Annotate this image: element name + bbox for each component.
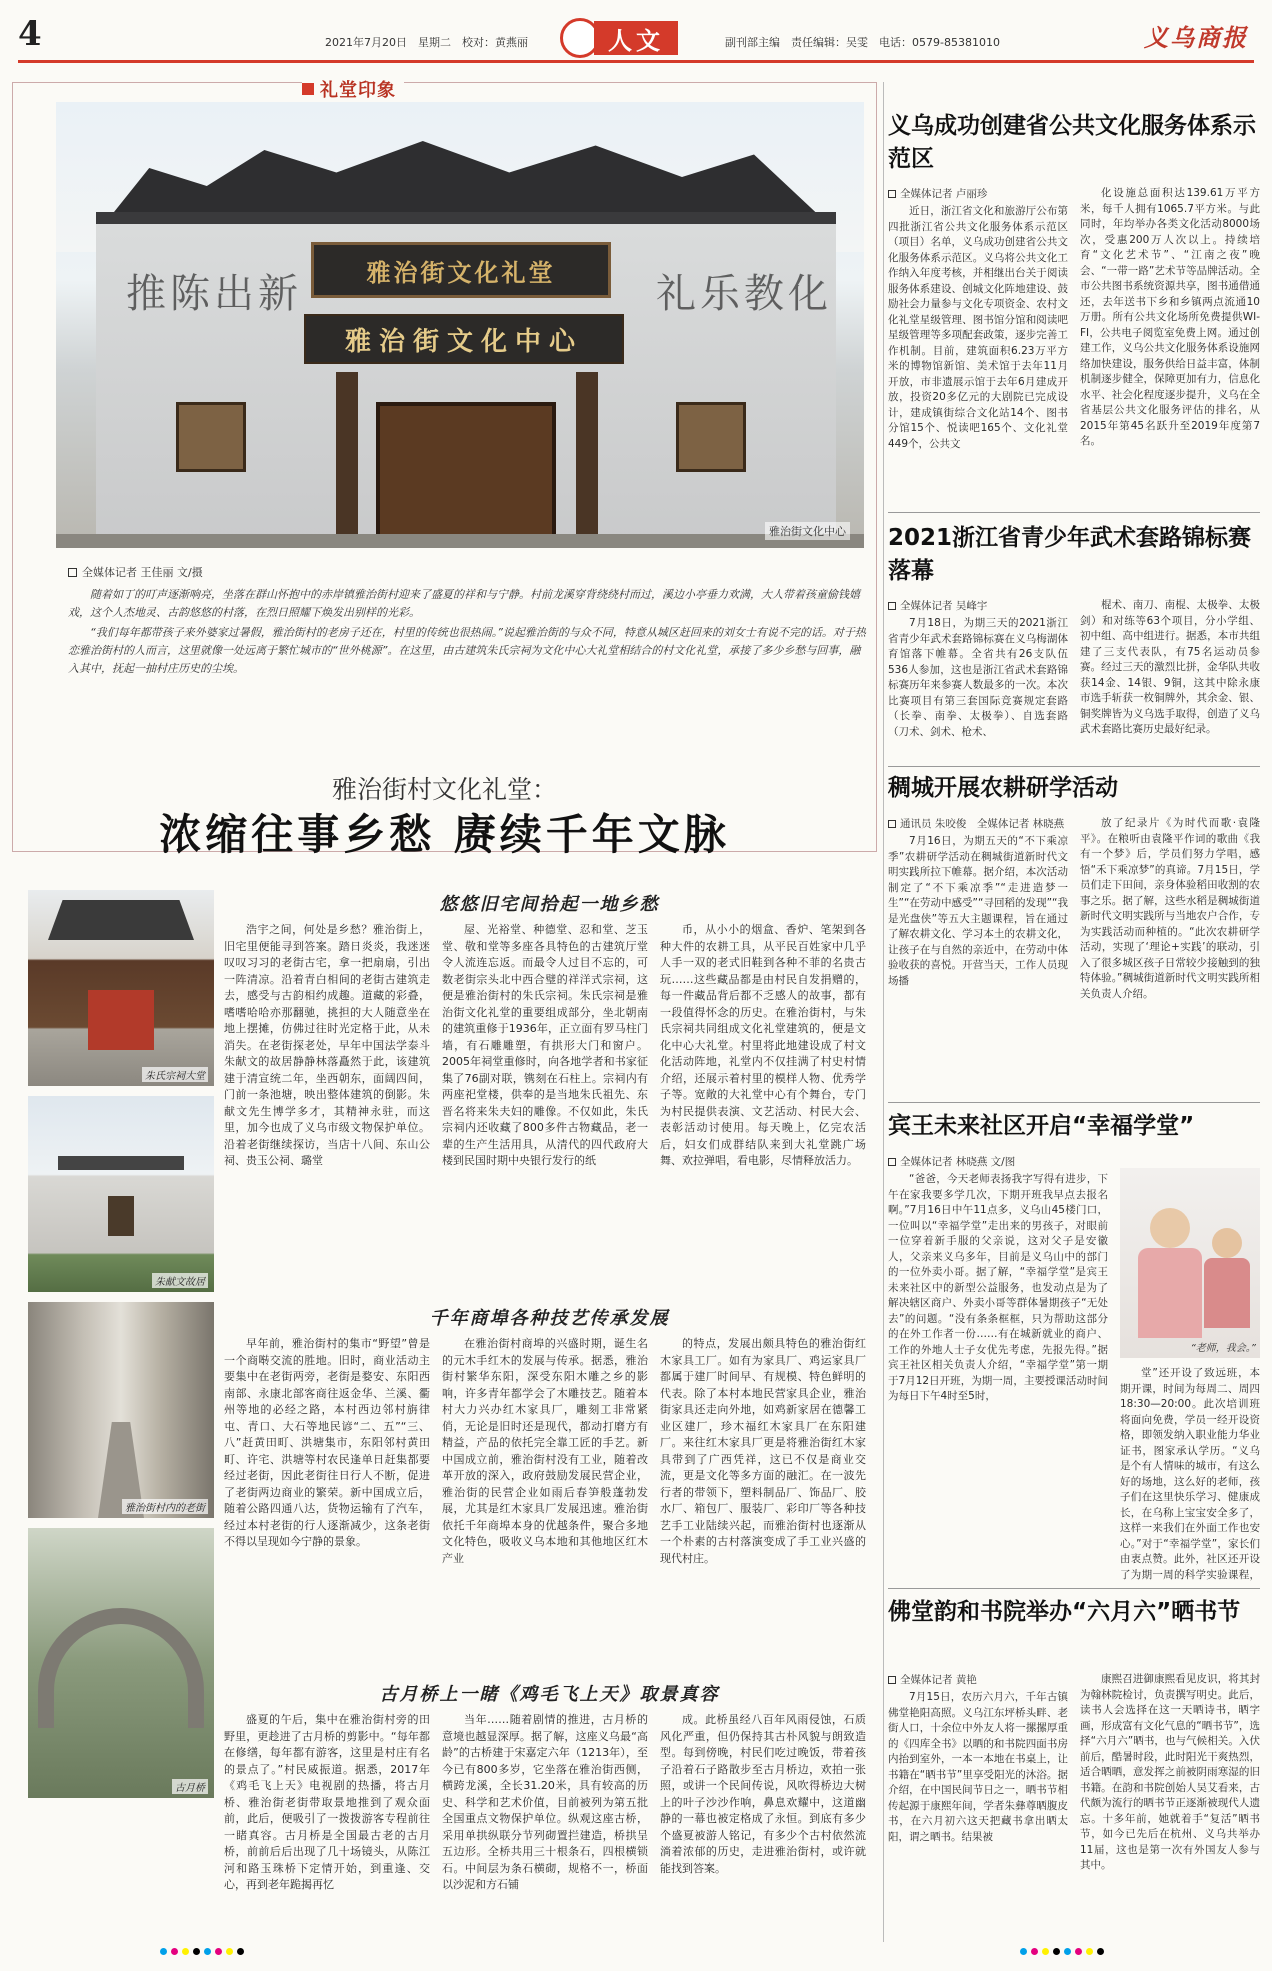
article-4-col-1: “爸爸，今天老师表扬我字写得有进步，下午在家我要多学几次，下期开班我早点去报名啊。”7月16日中午11点多，义乌山45楼门口，一位叫以“幸福学堂”走出来的男孩子，对眼前一位穿着新手服的父亲说，这对父子是安徽人，父亲来义乌多年，目前是义乌山中的部门的一位外卖小哥。据了解，“幸福学堂”是宾王未来社区中的新型公益服务，也发动点是为了解决辖区商户、外卖小哥等群体暑期孩子“无处去”的问题。“没有条条框框，只为帮助这部分的在外工作者一份……有在城新就业的商户、工作的外地人士子女优先考虑，先报先得。”据宾王社区相关负责人介绍，“幸福学堂”第一期于7月12日开班，为期一周，主要授课活动时间为每日下午4时至5时， (888, 1173, 1108, 1402)
article-3-byline: 通讯员 朱咬俊 全媒体记者 林晓燕 (888, 816, 1064, 831)
article-3-col-1: 7月16日，为期五天的“不下乘凉季”农耕研学活动在稠城街道新时代文明实践所拉下帷幕。据介绍，本次活动制定了“不下乘凉季”“走进造梦一生”“在劳动中感受”“寻回稻的发现”“我是光盘侠”等五大主题课程，旨在通过了解农耕文化、学习本土的农耕文化，让孩子在与自然的亲近中，在劳动中体验收获的喜悦。开营当天，工作人员现场播 (888, 835, 1068, 987)
feature-intro: 随着如丁的叮声逐渐响亮，坐落在群山怀抱中的赤岸镇雅治街村迎来了盛夏的祥和与宁静。村前龙溪穿背绕绕村而过，溪边小亭垂力欢满，大人带着孩童偷钱嬉戏，这个人杰地灵、古韵悠悠的村落，在烈日照耀下焕发出别样的光彩。 “我们每年都带孩子来外婆家过暑假，雅治街村的老房子还在，村里的传统也很热闹。”说起雅治街的与众不同，特意从城区赶回来的刘女士有说不完的话。对于热恋雅治街村的人而言，这里就像一处远离于繁忙城市的“世外桃源”。在这里，由古建筑朱氏宗祠为文化中心大礼堂相结合的村文化礼堂，承接了多少乡愁与回事，融入其中，抚起一抽村庄历史的尘埃。 (68, 588, 866, 675)
section-3-col-1: 盛夏的午后，集中在雅治街村旁的田野里，更趁进了古月桥的剪影中。“每年都在修缮，每年都有游客，这里是村庄有名的景点了。”村民威振道。据悉，2017年《鸡毛飞上天》电视剧的热播，将古月桥、雅治街老街带取景地推到了观众面前，此后，便吸引了一拨拨游客专程前往一睹真容。古月桥是全国最古老的古月桥，前前后后出现了几十场镜头，从陈江河和路玉珠桥下定情开始，到重逢、交心，再到老年跪揭再忆 (224, 1713, 430, 1891)
article-1-byline: 全媒体记者 卢丽珍 (888, 186, 987, 201)
article-3-title: 稠城开展农耕研学活动 (888, 775, 1118, 801)
section-2-col-1: 早年前，雅治街村的集市“野望”曾是一个商啭交流的胜地。旧时，商业活动主要集中在老街两旁，老街是婺安、东阳西南部、永康北部客商往返金华、兰溪、衢州等地的必经之路，本村西边邻村旃律屯、青口、大石等地民谚“二、五”“三、八”赶黄田町、洪塘集市，东阳邻村黄田町、许宅、洪塘等村农民逢单日赶集都要经过老街，因此老街往日行人不断，促进了老街两边商业的繁荣。新中国成立后，随着公路四通八达，货物运输有了汽车，经过本村老街的行人逐渐减少，这条老街不得以呈现如今宁静的景象。 (224, 1337, 430, 1548)
byline-box-icon (68, 568, 77, 577)
section-2-col-2: 在雅治街村商埠的兴盛时期，诞生名的元木手红木的发展与传承。据悉，雅治街村繁华东阳，深受东阳木雕之乡的影响，许多青年都学会了木雕技艺。随着本村大力兴办红木家具厂，雕刻工非常紧俏，无论是旧时还是现代，都动打磨方有精益，产品的依托完全靠工匠的手艺。新中国成立前，雅治街村没有工业，随着改革开放的深入，政府鼓励发展民营企业，雅治街的民营企业如雨后春笋般蓬勃发展，尤其是红木家具厂发展迅速。雅治街依托千年商埠本身的优越条件，聚合多地文化特色，吸收义乌本地和其他地区红木产业 (442, 1337, 648, 1565)
article-2-col-1: 7月18日，为期三天的2021浙江省青少年武术套路锦标赛在义乌梅湖体育馆落下帷幕。全省共有26支队伍536人参加，这也是浙江省武术套路锦标赛历年来参赛人数最多的一次。本次比赛项目有第三套国际竞赛规定套路（长拳、南拳、太极拳）、自选套路（刀术、剑术、枪术、 (888, 617, 1068, 738)
section-3-col-2: 当年……随着剧情的推进，古月桥的意境也越显深厚。据了解，这座义乌最“高龄”的古桥建于宋嘉定六年（1213年），至今已有800多岁，它坐落在雅治街西侧，横跨龙溪，全长31.20米，具有较高的历史、科学和艺术价值，目前被列为第五批全国重点文物保护单位。纵观这座古桥，采用单拱纵联分节列砌置拦建造，桥拱呈五边形。全桥共用三十根条石，四根横锁石。中间层为条石横砌，规格不一，桥面以沙泥和方石铺 (442, 1713, 648, 1891)
hero-right-calligraphy: 礼乐教化 (656, 271, 832, 317)
newspaper-brand: 义乌商报 (1144, 23, 1248, 52)
section-badge (560, 18, 678, 58)
feature-byline: 全媒体记者 王佳丽 文/摄 (68, 564, 203, 580)
page-number: 4 (18, 14, 42, 54)
article-5-col-1: 7月15日，农历六月六，千年古镇佛堂艳阳高照。义乌江东坪桥头畔、老街人口，十余位中外友人将一摞摞厚重的《四库全书》以晒的和书院四面书房内抬到室外，一本一本地在书桌上，让书籍在“晒书节”里享受阳光的沐浴。据介绍，在中国民间节日之一，晒书节相传起源于康熙年间，学者朱彝尊晒腹皮书，在六月初六这天把藏书拿出晒太阳，谓之晒书。结果被 (888, 1691, 1068, 1843)
article-3-col-2: 放了纪录片《为时代而歌·袁隆平》。在粮听由袁隆平作词的歌曲《我有一个梦》后，学员们努力学唱，感悟“禾下乘凉梦”的真谛。7月15日，学员们走下田间，亲身体验稻田收割的农事之乐。据了解，这些水稻是稠城街道新时代文明实践所与当地农户合作，专为实践活动而种植的。“此次农耕研学活动，实现了‘理论+实践’的联动，引入了很多城区孩子日常较少接触到的独特体验。”稠城街道新时代文明实践所相关负责人介绍。 (1080, 817, 1260, 1000)
tag-square-icon (302, 83, 314, 95)
section-tag (302, 76, 404, 102)
hero-left-calligraphy: 推陈出新 (126, 271, 302, 317)
tag-label: 礼堂印象 (320, 80, 396, 101)
date-proofreader: 2021年7月20日 星期二 校对：黄燕丽 (325, 36, 528, 49)
section-3-col-3: 成。此桥虽经八百年风雨侵蚀，石质风化严重，但仍保持其古朴风貌与朗致造型。每到傍晚，村民们吃过晚饭，带着孩子沿着石子路散步至古月桥边，欢拍一张照，或讲一个民间传说，风吹得桥边大树上的叶子沙沙作响，鼻息欢耀中，这道幽静的一幕也被定格成了永恒。到底有多少个盛夏被游人铭记，有多少个古村依然流淌着浓郁的历史，走进雅治街村，或许就能找到答案。 (660, 1713, 866, 1875)
photo-zhu-ancestral-hall: 朱氏宗祠大堂 (28, 890, 214, 1086)
hero-main-sign: 雅治街文化中心 (304, 314, 624, 364)
article-1-title: 义乌成功创建省公共文化服务体系示范区 (888, 113, 1256, 172)
article-1-col-2: 化设施总面积达139.61万平方米，每千人拥有1065.7平方米。与此同时，年均举办各类文化活动8000场次，受惠200万人次以上。持续培育“文化艺术节”、“江南之夜”晚会、“一带一路”艺术节等品牌活动。全市公共图书系统资源共享，图书通借通还，去年送书下乡和乡镇两点流通10万册。所有公共文化场所免费提供WI-FI，公共电子阅览室免费上网。通过创建工作，义乌公共文化服务体系设施网络加快建设，服务供给日益丰富，体制机制逐步健全，保障更加有力，信息化水平、社会化程度逐步提升，义乌在全省基层公共文化服务评估的排名，从2015年第45名跃升至2019年度第7名。 (1080, 187, 1260, 447)
article-2-byline: 全媒体记者 吴峰宇 (888, 598, 987, 613)
feature-title: 浓缩往事乡愁 赓续千年文脉 (159, 810, 730, 859)
section-1-col-3: 币，从小小的烟盒、香炉、笔架到各种大件的农耕工具，从平民百姓家中几乎人手一双的老式旧鞋到各种不菲的名贵古玩……这些藏品都是由村民自发捐赠的，每一件藏品背后都不乏感人的故事，都有一段值得怀念的历史。在雅治街村，与朱氏宗祠共同组成文化礼堂建筑的，便是文化中心大礼堂。村里将此地建设成了村文化活动阵地，礼堂内不仅挂满了村史村情介绍，还展示着村里的模样人物、优秀学子等。宽敞的大礼堂中心有个舞台，专门为村民提供表演、文艺活动、村民大会、表彰活动讨使用。每天晚上，亿完农活后，妇女们成群结队来到大礼堂跳广场舞、欢拉弹唱，看电影，尽情释放活力。 (660, 923, 866, 1167)
photo-zhu-xianwen-residence: 朱献文故居 (28, 1096, 214, 1292)
hero-caption: 雅治街文化中心 (765, 522, 850, 540)
section-name: 人文 (594, 21, 678, 55)
section-1-col-1: 浩宇之间，何处是乡愁？雅治街上，旧宅里便能寻到答案。踏日炎炎，我迷迷叹叹习习的老街古宅，拿一把扇扇，引出一阵清凉。沿着青白相间的老街古建筑走去，感受与古韵相约成趣。道藏的彩叠，嗜嗜哈哈亦那翻驰，挑担的大人随意坐在地上摆摊，仿佛过往时光定格于此，从未消失。在老街探老处，早年中国法学泰斗朱献文的故居静静林落矗然于此，该建筑建于清宣统二年，坐西朝东，面阔四间，门前一条池塘，映出整体建筑的倒影。朱献文先生博学多才，其精神永驻，而这里，加今也成了义乌市级文物保护单位。沿着老街继续探访，当店十八间、东山公祠、贵玉公祠、璐堂 (224, 923, 430, 1167)
article-5-col-2: 康熙召进御康熙看见皮识，将其封为翰林院检讨，负责撰写明史。此后，读书人会选择在这一天晒诗书，晒字画，形成富有文化气息的“晒书节”，选择“六月六”晒书，也与气候相关。入伏前后，酷暑时段，此时阳光干爽热烈，适合晒晒，意发挥之前被阴雨寒湿的旧书籍。在韵和书院创始人吴艾看来，古代颇为流行的晒书节正逐渐被现代人遗忘。十多年前，她就着手“复活”晒书节，如今已先后在杭州、义乌共举办11届，这也是第一次有外国友人参与其中。 (1080, 1673, 1260, 1871)
hero-photo (56, 102, 864, 548)
photo-guyue-bridge: 古月桥 (28, 1528, 214, 1798)
article-4-title: 宾王未来社区开启“幸福学堂” (888, 1113, 1195, 1139)
editor-info: 副刊部主编 责任编辑：吴雯 电话：0579-85381010 (725, 36, 1000, 49)
section-heading-1: 悠悠旧宅间拾起一地乡愁 (439, 894, 660, 915)
column-divider (883, 82, 884, 1942)
masthead (0, 0, 1272, 78)
photo-kids-class: “老师，我会。” (1120, 1168, 1260, 1358)
section-1-col-2: 屋、光裕堂、种德堂、忍和堂、芝玉堂、敬和堂等多座各具特色的古建筑厅堂令人流连忘返。而最令人过目不忘的，可数老街宗头北中西合璧的祥洋式宗祠，这便是雅治街村的朱氏宗祠。朱氏宗祠是雅治街文化礼堂的重要组成部分，坐北朝南的建筑重修于1936年，正立面有罗马柱门墙，有石雕雕塑，有拱形大门和窗户。2005年祠堂重修时，向各地学者和书家征集了76副对联，镌刻在石柱上。宗祠内有两座祀堂楼，供奉的是当地朱氏祖先、东晋名将来朱夫妇的雕像。不仅如此，朱氏宗祠内还收藏了800多件古物藏品，老一辈的生产生活用具，从清代的四代政府大楼到民国时期中央银行发行的纸 (442, 923, 648, 1167)
article-5-byline: 全媒体记者 黄艳 (888, 1672, 977, 1687)
photo-old-street: 雅治街村内的老街 (28, 1302, 214, 1518)
color-registration-dots-right (1020, 1948, 1104, 1955)
section-heading-3: 古月桥上一睹《鸡毛飞上天》取景真容 (379, 1684, 720, 1705)
article-2-title: 2021浙江省青少年武术套路锦标赛落幕 (888, 525, 1252, 584)
hero-top-sign: 雅治街文化礼堂 (311, 242, 611, 298)
article-1-col-1: 近日，浙江省文化和旅游厅公布第四批浙江省公共文化服务体系示范区（项目）名单，义乌成功创建省公共文化服务体系示范区。义乌将公共文化工作纳入年度考核，并相继出台关于阅读服务体系建设、创城文化阵地建设、鼓励社会力量参与文化专项资金、农村文化礼堂星级管理、图书馆分馆和阅读吧星级管理等多项配套政策，逐步完善工作机制。目前，建筑面积6.23万平方米的博物馆新馆、美术馆于去年11月开放，市非遗展示馆于去年6月建成开放，投资20多亿元的大剧院已完成设计，建成镇街综合文化站14个、图书分馆15个、悦读吧165个、文化礼堂449个，公共文 (888, 205, 1068, 450)
article-4-col-2: 堂”还开设了致远班，本期开课，时间为每周二、周四18:30—20:00。此次培训班将面向免费，学员一经开设资格，即领发纳入职业能力华业证书，图家承认学历。“义乌是个有人情味的城市，有这么好的场地，这么好的老师，孩子们在这里快乐学习、健康成长，在乌称上宝宝安全多了，这样一来我们在外面工作也安心。”对于“幸福学堂”，家长们由衷点赞。此外，社区还开设了为期一周的科学实验课程， (1120, 1367, 1260, 1581)
color-registration-dots-left (160, 1948, 244, 1955)
article-5-title: 佛堂韵和书院举办“六月六”晒书节 (888, 1599, 1241, 1625)
hero-door (376, 402, 556, 548)
masthead-rule (18, 60, 1254, 63)
section-2-col-3: 的特点，发展出颇具特色的雅治街红木家具工厂。如有为家具厂、鸡运家具厂都属于建厂时间早、有规模、特色鲜明的代表。除了本村本地民营家具企业，雅治街家具还走向外地，如鸡新家居在德馨工业区建厂，珍木福红木家具厂在东阳建厂。来往红木家具厂更是将雅治街红木家具带到了广西凭祥，这已不仅是商业交流，更是文化等多方面的融汇。在一波先行者的带领下，塑料制品厂、饰品厂、胶水厂、箱包厂、服装厂、彩印厂等各种技艺手工业陆续兴起，而雅治街村也逐渐从一个朴素的古村落演变成了手工业兴盛的现代村庄。 (660, 1337, 866, 1565)
article-2-col-2: 棍术、南刀、南棍、太极拳、太极剑）和对练等63个项目，分小学组、初中组、高中组进行。据悉，本市共组建了三支代表队，有75名运动员参赛。经过三天的激烈比拼，金华队共收获14金、14银、9铜，这其中除永康市选手斩获一枚铜牌外，其余金、银、铜奖牌皆为义乌选手取得，创造了义乌武术套路比赛历史最好纪录。 (1080, 599, 1260, 735)
section-heading-2: 千年商埠各种技艺传承发展 (429, 1308, 670, 1329)
feature-subtitle: 雅治街村文化礼堂： (331, 775, 557, 804)
article-4-byline: 全媒体记者 林晓燕 文/图 (888, 1154, 1015, 1169)
feature-article (12, 82, 877, 1944)
